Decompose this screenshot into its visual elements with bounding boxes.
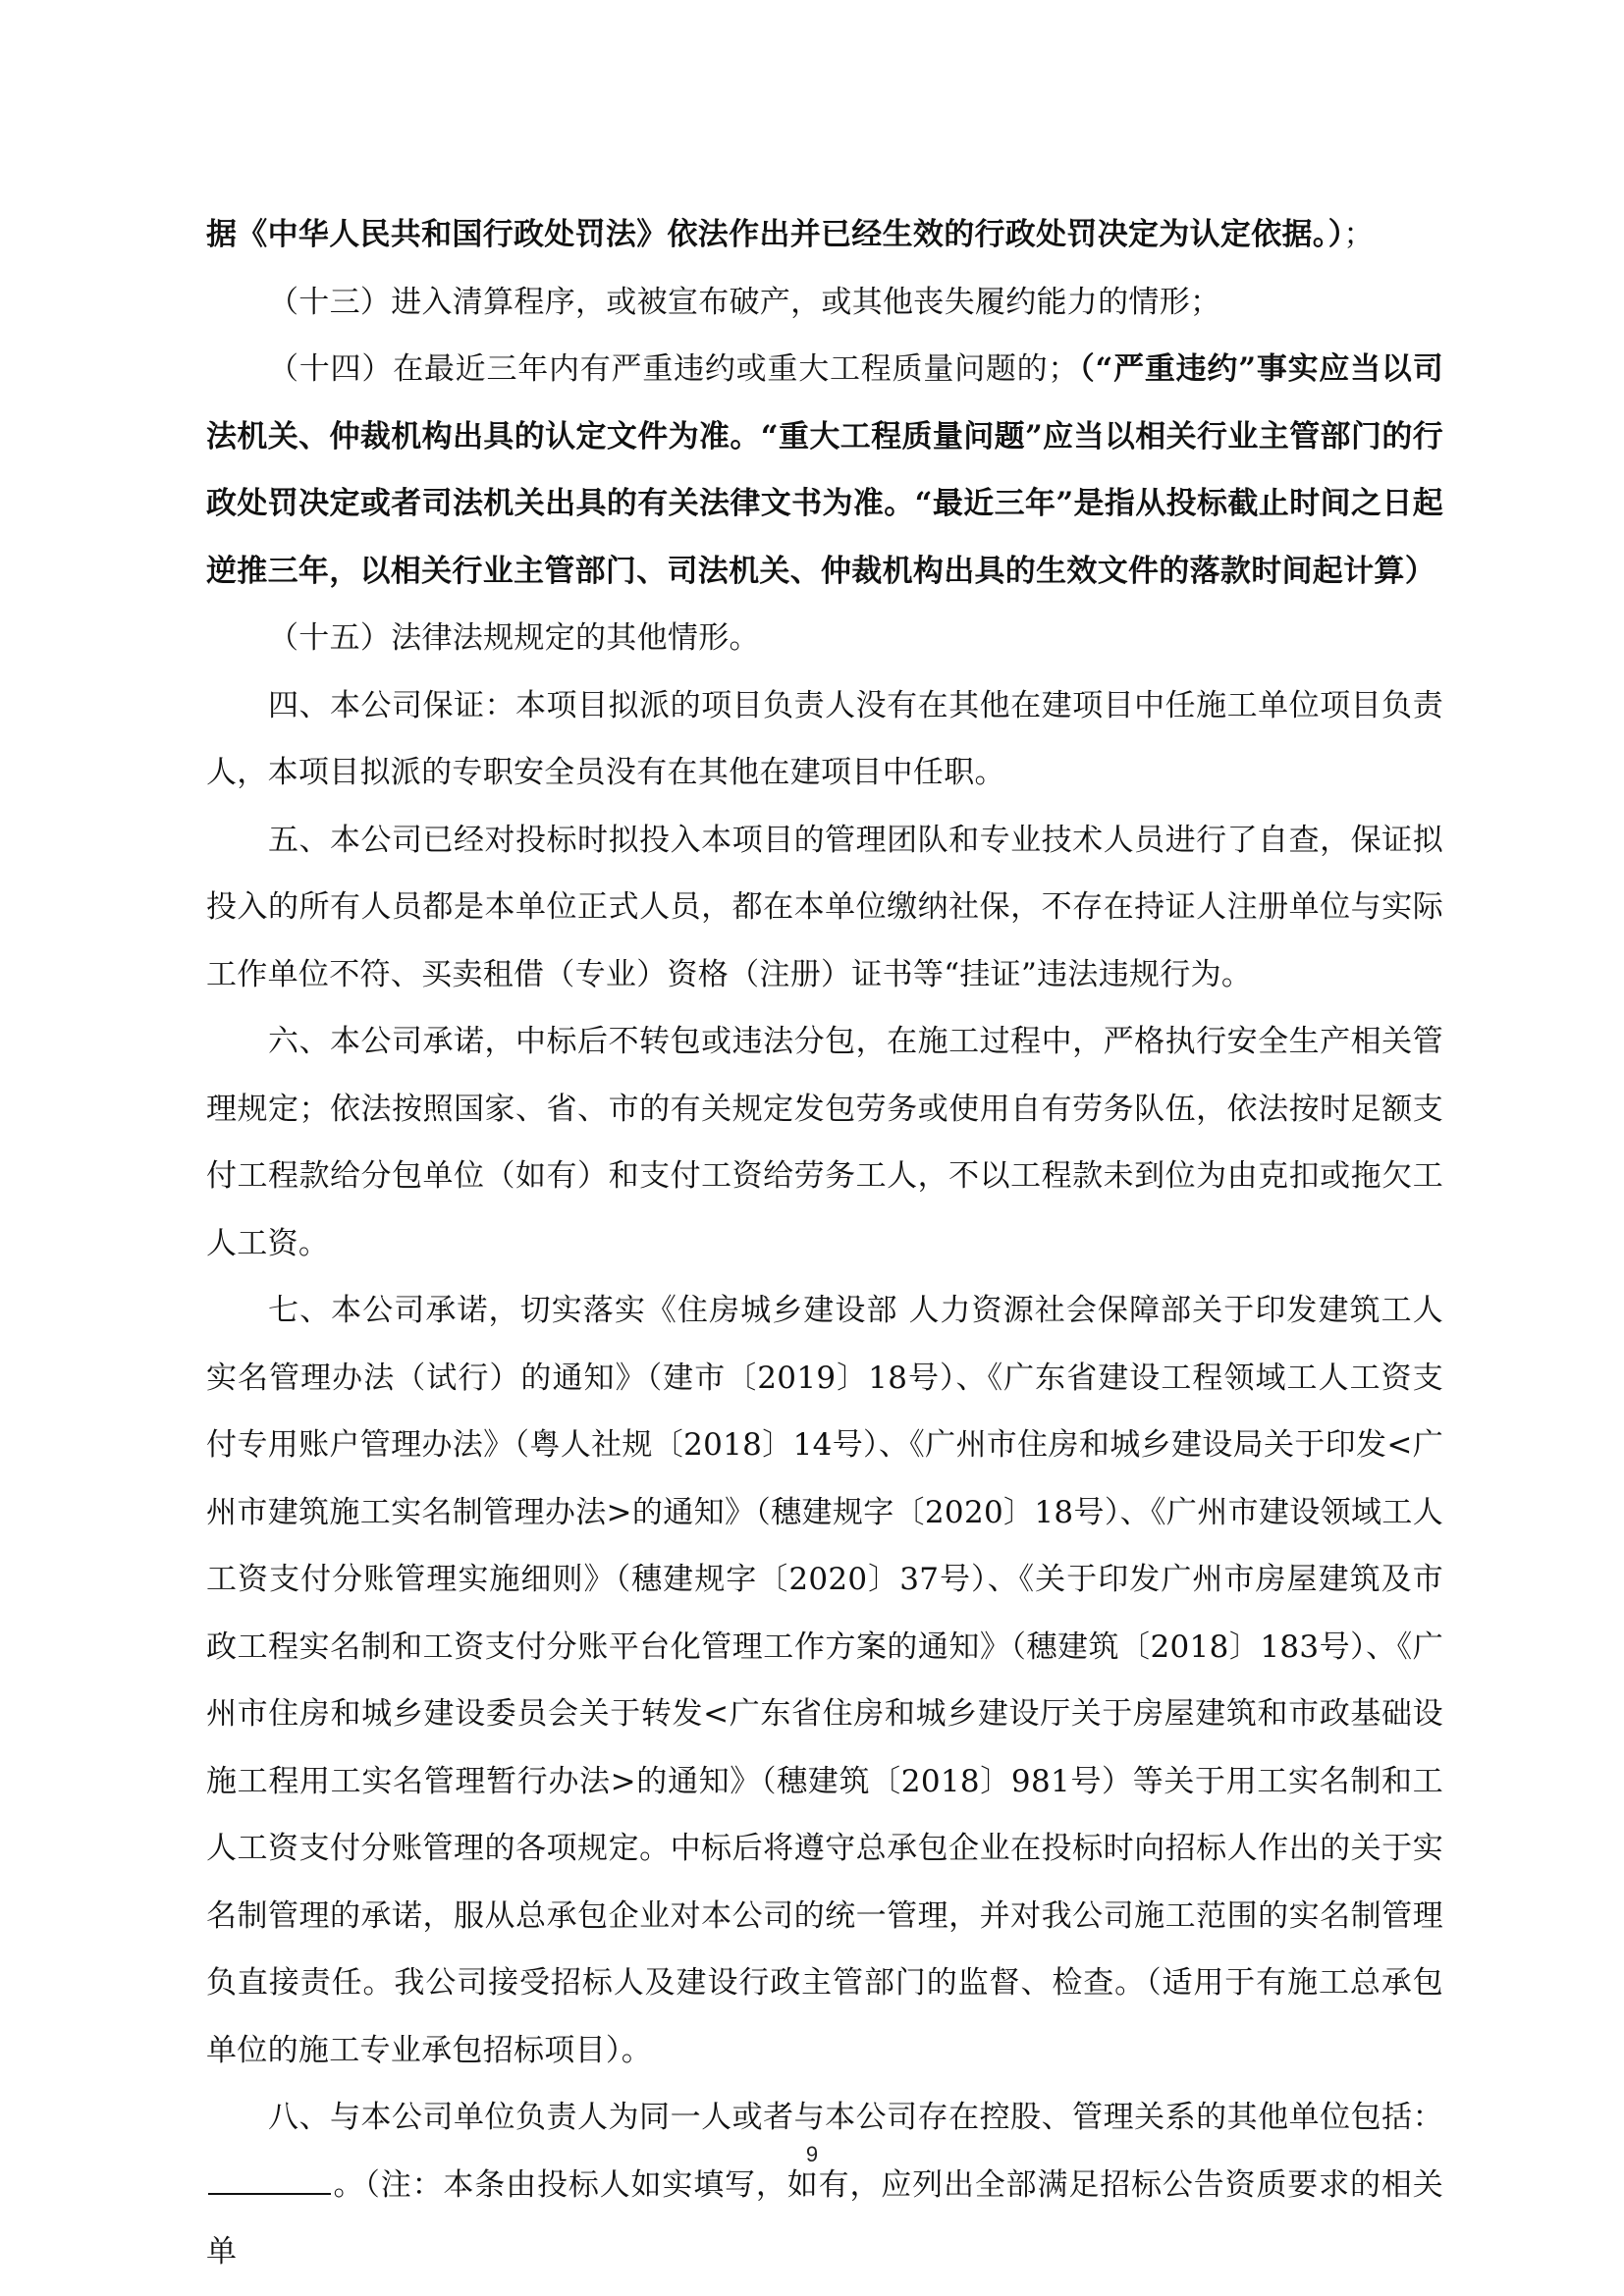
penalty-basis-bold-text: 据《中华人民共和国行政处罚法》依法作出并已经生效的行政处罚决定为认定依据。） bbox=[206, 217, 1344, 252]
penalty-basis-tail: ； bbox=[1343, 217, 1375, 252]
paragraph-section-5: 五、本公司已经对投标时拟投入本项目的管理团队和专业技术人员进行了自查，保证拟投入的所有人员都是本单位正式人员，都在本单位缴纳社保，不存在持证人注册单位与实际工作单位不符、买卖租借（专业）资格（注册）证书等“挂证”违法违规行为。 bbox=[206, 822, 1443, 992]
paragraph-penalty-basis bbox=[206, 201, 1443, 269]
item-14-text: （十四）在最近三年内有严重违约或重大工程质量问题的； bbox=[268, 351, 1079, 387]
page-number: 9 bbox=[805, 2142, 819, 2166]
paragraph-section-6: 六、本公司承诺，中标后不转包或违法分包，在施工过程中，严格执行安全生产相关管理规定；依法按照国家、省、市的有关规定发包劳务或使用自有劳务队伍，依法按时足额支付工程款给分包单位（如有）和支付工资给劳务工人，不以工程款未到位为由克扣或拖欠工人工资。 bbox=[206, 1024, 1443, 1261]
paragraph-section-8 bbox=[206, 2084, 1443, 2286]
section-8-note-text: 。（注：本条由投标人如实填写，如有，应列出全部满足招标公告资质要求的相关单 bbox=[206, 2166, 1443, 2269]
paragraph-item-15: （十五）法律法规规定的其他情形。 bbox=[268, 620, 760, 656]
body-text bbox=[206, 201, 1443, 2286]
item-14-bold-note: （“严重违约”事实应当以司法机关、仲裁机构出具的认定文件为准。“重大工程质量问题”应当以相关行业主管部门的行政处罚决定或者司法机关出具的有关法律文书为准。“最近三年”是指从投标截止时间之日起逆推三年，以相关行业主管部门、司法机关、仲裁机构出具的生效文件的落款时间起计算） bbox=[206, 351, 1444, 589]
paragraph-item-13: （十三）进入清算程序，或被宣布破产，或其他丧失履约能力的情形； bbox=[268, 284, 1221, 320]
paragraph-section-4: 四、本公司保证：本项目拟派的项目负责人没有在其他在建项目中任施工单位项目负责人，本项目拟派的专职安全员没有在其他在建项目中任职。 bbox=[206, 687, 1443, 790]
paragraph-section-7: 七、本公司承诺，切实落实《住房城乡建设部 人力资源社会保障部关于印发建筑工人实名管理办法（试行）的通知》（建市〔2019〕18号）、《广东省建设工程领域工人工资支付专用账户管理办法》（粤人社规〔2018〕14号）、《广州市住房和城乡建设局关于印发<广州市建筑施工实名制管理办法>的通知》（穗建规字〔2020〕18号）、《广州市建设领域工人工资支付分账管理实施细则》（穗建规字〔2020〕37号）、《关于印发广州市房屋建筑及市政工程实名制和工资支付分账平台化管理工作方案的通知》（穗建筑〔2018〕183号）、《广州市住房和城乡建设委员会关于转发<广东省住房和城乡建设厅关于房屋建筑和市政基础设施工程用工实名管理暂行办法>的通知》（穗建筑〔2018〕981号）等关于用工实名制和工人工资支付分账管理的各项规定。中标后将遵守总承包企业在投标时向招标人作出的关于实名制管理的承诺，服从总承包企业对本公司的统一管理，并对我公司施工范围的实名制管理负直接责任。我公司接受招标人及建设行政主管部门的监督、检查。（适用于有施工总承包单位的施工专业承包招标项目）。 bbox=[206, 1293, 1443, 2068]
fill-in-blank-field[interactable] bbox=[208, 2167, 331, 2195]
paragraph-item-14 bbox=[206, 336, 1443, 605]
section-8-lead-text: 八、与本公司单位负责人为同一人或者与本公司存在控股、管理关系的其他单位包括： bbox=[268, 2100, 1443, 2135]
